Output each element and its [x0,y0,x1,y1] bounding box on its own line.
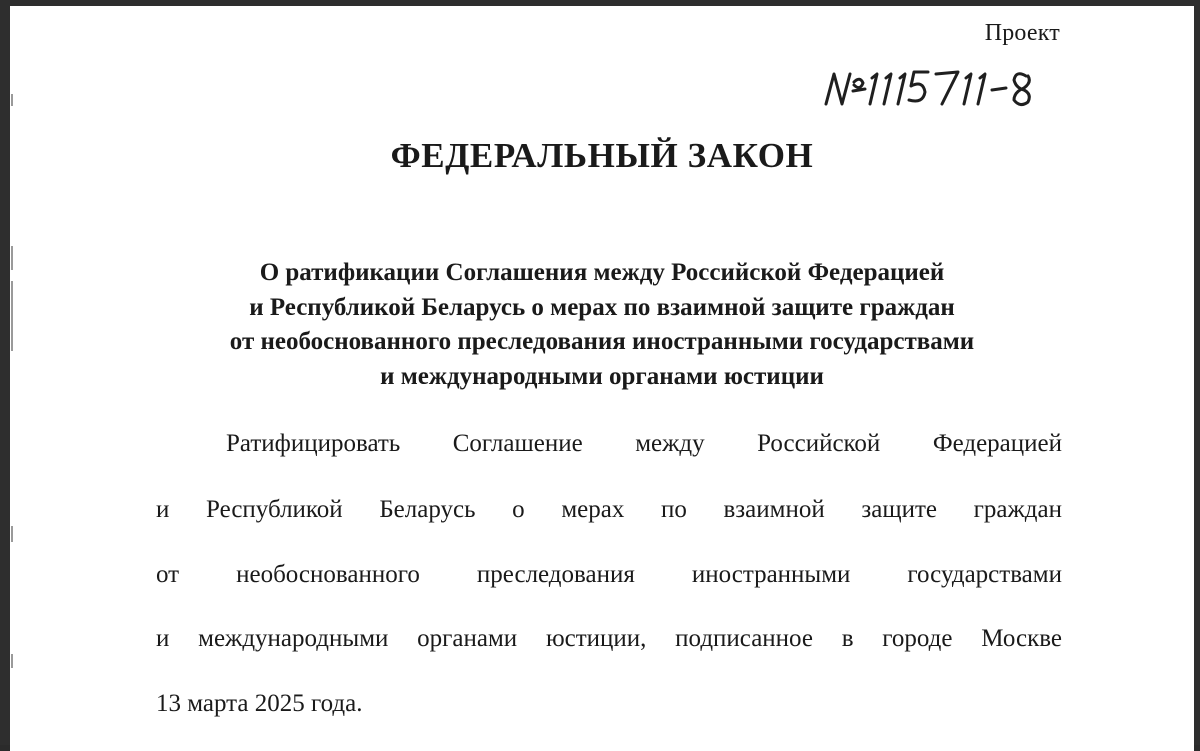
body-word: международными [198,625,389,652]
body-word: преследования [476,561,635,588]
body-word: Беларусь [379,496,476,523]
handwritten-number-graphic [820,64,1050,116]
draft-label: Проект [984,20,1060,46]
body-word: между [635,430,705,457]
scan-artifact-mark [11,526,13,542]
body-word: от [156,561,180,588]
body-word: государствами [907,561,1062,588]
title-line: от необоснованного преследования иностранными государствами [229,328,975,355]
document-page [10,6,1194,751]
body-line [156,559,1062,591]
body-line [156,688,1062,720]
body-line [226,428,1062,460]
body-word: Федерацией [932,430,1062,457]
body-word: мерах [561,496,625,523]
body-word: подписанное [675,625,813,652]
body-word: по [660,496,687,523]
body-word: необоснованного [236,561,420,588]
body-word: юстиции, [545,625,647,652]
body-word: защите [861,496,937,523]
body-word: и [156,496,170,523]
title-line: и Республикой Беларусь о мерах по взаимной защите граждан [249,293,955,321]
body-word: Российской [757,430,881,457]
body-word: иностранными [691,561,851,588]
body-word: о [512,496,525,523]
body-word: и [156,625,170,652]
body-word: в [841,625,854,652]
scan-artifact-mark [11,654,13,668]
body-line [156,623,1062,655]
title-line: и международными органами юстиции [380,362,824,390]
handwritten-registration-number [820,64,1050,116]
body-word: 13 марта 2025 года. [156,690,363,717]
body-line [156,494,1062,526]
body-word: взаимной [723,496,825,523]
body-word: органами [417,625,518,652]
body-word: Москве [981,625,1062,652]
body-word: граждан [973,496,1062,523]
document-type-heading: ФЕДЕРАЛЬНЫЙ ЗАКОН [390,136,814,175]
scan-artifact-mark [11,94,13,106]
body-word: Ратифицировать [226,430,401,457]
body-word: Соглашение [452,430,583,457]
body-word: Республикой [206,496,343,523]
document-title [10,256,1194,394]
body-word: городе [882,625,953,652]
title-line: О ратификации Соглашения между Российской Федерацией [259,259,945,286]
